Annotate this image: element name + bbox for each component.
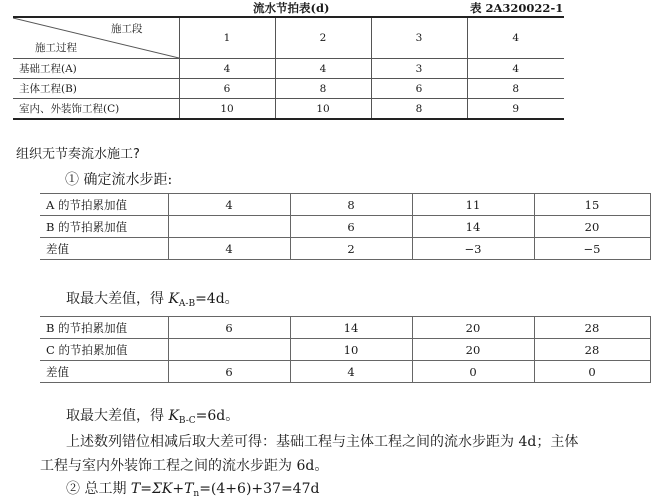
table-cell: 28 [534, 339, 650, 361]
table-cell: 15 [534, 194, 650, 216]
row-label: B 的节拍累加值 [40, 317, 168, 339]
result-ab-subscript: A-B [178, 299, 196, 309]
table-cell: −3 [412, 238, 534, 260]
table-cell [168, 339, 290, 361]
row-label: 主体工程(B) [13, 79, 179, 99]
table-cell: 8 [275, 79, 371, 99]
table-cell: 4 [467, 59, 564, 79]
table-cell: 8 [290, 194, 412, 216]
step1-heading: ① 确定流水步距: [65, 172, 173, 188]
step2-formula-right: =(4+6)+37=47d [199, 481, 320, 497]
table-cell [168, 216, 290, 238]
table-cell: 4 [168, 238, 290, 260]
table-cell: 14 [412, 216, 534, 238]
row-label: A 的节拍累加值 [40, 194, 168, 216]
table-row [40, 194, 650, 216]
table-cell: 3 [371, 59, 467, 79]
segment-header: 2 [275, 17, 371, 59]
table-row [40, 361, 650, 383]
table-row [40, 238, 650, 260]
step2-total-duration [66, 478, 319, 499]
step2-prefix: ② 总工期 [66, 481, 131, 497]
table-cell: 4 [290, 361, 412, 383]
segment-header: 3 [371, 17, 467, 59]
table-cell: −5 [534, 238, 650, 260]
table-cell: 6 [179, 79, 275, 99]
diagonal-header-cell [13, 17, 179, 59]
table-cell: 20 [412, 339, 534, 361]
table-cell: 0 [534, 361, 650, 383]
table-cell: 2 [290, 238, 412, 260]
table-cell: 10 [179, 99, 275, 120]
step2-formula-left: T=ΣK+T [130, 481, 194, 497]
table-cell: 8 [371, 99, 467, 120]
table-row [40, 339, 650, 361]
segment-header: 1 [179, 17, 275, 59]
result-bc-prefix: 取最大差值，得 [66, 408, 169, 424]
table-cell: 4 [179, 59, 275, 79]
table-cell: 0 [412, 361, 534, 383]
row-label: 室内、外装饰工程(C) [13, 99, 179, 120]
summary-line-2: 工程与室内外装饰工程之间的流水步距为 6d。 [40, 458, 329, 474]
table-cell: 4 [275, 59, 371, 79]
question-text: 组织无节奏流水施工? [16, 147, 140, 162]
table-cell: 10 [275, 99, 371, 120]
table-row [40, 216, 650, 238]
table-cell: 4 [168, 194, 290, 216]
row-label: 差值 [40, 238, 168, 260]
table-cell: 6 [290, 216, 412, 238]
row-label: 差值 [40, 361, 168, 383]
table1-number: 表 2A320022-1 [470, 1, 564, 15]
table-row [13, 79, 564, 99]
result-ab-prefix: 取最大差值，得 [66, 291, 169, 307]
table-cell: 28 [534, 317, 650, 339]
result-bc-symbol: K [168, 408, 179, 424]
summary-line-1: 上述数列错位相减后取大差可得：基础工程与主体工程之间的流水步距为 4d；主体 [66, 434, 579, 450]
header-process-label: 施工过程 [35, 42, 77, 54]
result-bc-subscript: B-C [178, 416, 196, 426]
table-cell: 9 [467, 99, 564, 120]
step-table-ab [40, 193, 650, 260]
table-cell: 14 [290, 317, 412, 339]
table-row [40, 317, 650, 339]
result-ab-symbol: K [168, 291, 179, 307]
step2-subscript: n [193, 489, 200, 499]
table-cell: 11 [412, 194, 534, 216]
table-cell: 6 [371, 79, 467, 99]
row-label: 基础工程(A) [13, 59, 179, 79]
result-ab-suffix: =4d。 [195, 291, 239, 307]
table-row [13, 59, 564, 79]
table-cell: 20 [534, 216, 650, 238]
header-segment-label: 施工段 [111, 23, 143, 35]
rhythm-table [13, 16, 564, 120]
table-cell: 8 [467, 79, 564, 99]
table-cell: 10 [290, 339, 412, 361]
step-table-bc [40, 316, 650, 383]
table-cell: 20 [412, 317, 534, 339]
segment-header: 4 [467, 17, 564, 59]
table1-caption: 流水节拍表(d) [253, 1, 330, 15]
result-ab [66, 288, 239, 309]
row-label: B 的节拍累加值 [40, 216, 168, 238]
table-cell: 6 [168, 361, 290, 383]
table-row [13, 99, 564, 120]
result-bc-suffix: =6d。 [195, 408, 240, 424]
table1-header-row [13, 17, 564, 59]
row-label: C 的节拍累加值 [40, 339, 168, 361]
result-bc [66, 405, 239, 426]
table-cell: 6 [168, 317, 290, 339]
